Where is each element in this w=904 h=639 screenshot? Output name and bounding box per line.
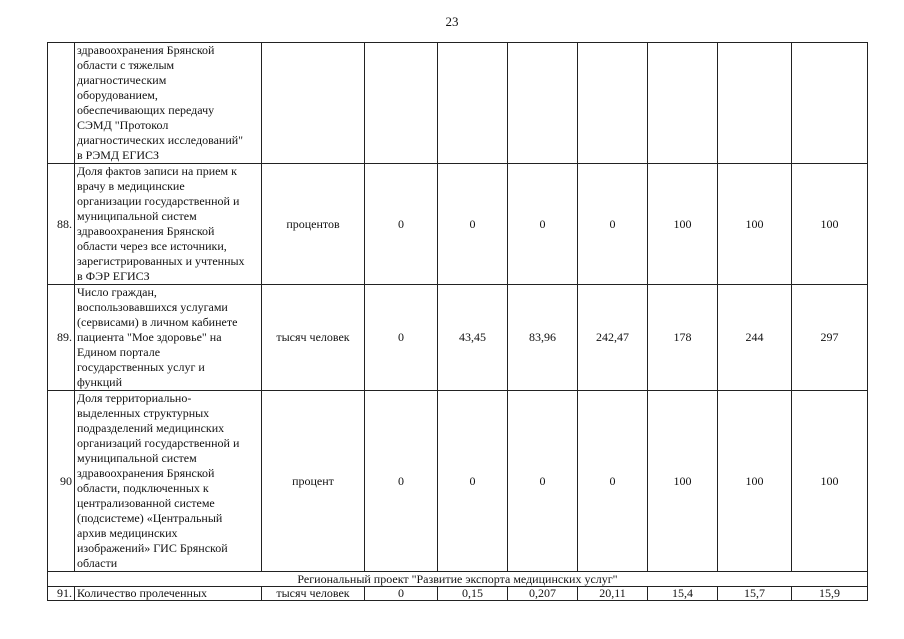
row-number: 91. xyxy=(48,587,75,601)
value-cell: 43,45 xyxy=(438,285,508,391)
value-cell xyxy=(718,43,792,164)
unit-cell xyxy=(262,43,365,164)
indicator-name: здравоохранения Брянской области с тяжелым диагностическим оборудованием, обеспечивающих передачу СЭМД "Протокол диагностических исследований" в РЭМД ЕГИСЗ xyxy=(75,43,262,164)
value-cell: 244 xyxy=(718,285,792,391)
value-cell: 100 xyxy=(792,164,868,285)
value-cell: 242,47 xyxy=(578,285,648,391)
row-number xyxy=(48,43,75,164)
indicator-name: Доля территориально- выделенных структурных подразделений медицинских организаций государственной и муниципальной систем здравоохранения Брянской области, подключенных к централизованной системе (подсистеме) «Центральный архив медицинских изображений» ГИС Брянской области xyxy=(75,391,262,572)
value-cell xyxy=(365,43,438,164)
value-cell: 0 xyxy=(508,391,578,572)
table-row xyxy=(48,164,868,285)
table-row xyxy=(48,391,868,572)
value-cell: 15,4 xyxy=(648,587,718,601)
section-row xyxy=(48,572,868,587)
value-cell xyxy=(648,43,718,164)
unit-cell: процентов xyxy=(262,164,365,285)
row-number: 89. xyxy=(48,285,75,391)
value-cell: 15,7 xyxy=(718,587,792,601)
value-cell: 0 xyxy=(508,164,578,285)
value-cell xyxy=(578,43,648,164)
value-cell xyxy=(792,43,868,164)
value-cell: 15,9 xyxy=(792,587,868,601)
value-cell: 0 xyxy=(438,391,508,572)
value-cell: 0 xyxy=(365,285,438,391)
indicator-name: Количество пролеченных xyxy=(75,587,262,601)
indicator-name: Число граждан, воспользовавшихся услугами (сервисами) в личном кабинете пациента "Мое здоровье" на Едином портале государственных услуг и функций xyxy=(75,285,262,391)
row-number: 88. xyxy=(48,164,75,285)
value-cell: 0 xyxy=(365,391,438,572)
unit-cell: тысяч человек xyxy=(262,587,365,601)
value-cell: 0 xyxy=(578,164,648,285)
table-row xyxy=(48,587,868,601)
table-row xyxy=(48,43,868,164)
value-cell: 100 xyxy=(792,391,868,572)
value-cell: 20,11 xyxy=(578,587,648,601)
value-cell: 0 xyxy=(438,164,508,285)
table-row xyxy=(48,285,868,391)
unit-cell: процент xyxy=(262,391,365,572)
unit-cell: тысяч человек xyxy=(262,285,365,391)
value-cell: 100 xyxy=(648,164,718,285)
value-cell: 178 xyxy=(648,285,718,391)
page-number: 23 xyxy=(445,14,459,29)
value-cell: 0 xyxy=(365,587,438,601)
value-cell: 0 xyxy=(578,391,648,572)
indicators-table xyxy=(47,42,868,601)
value-cell: 100 xyxy=(648,391,718,572)
value-cell xyxy=(508,43,578,164)
value-cell: 100 xyxy=(718,391,792,572)
value-cell: 83,96 xyxy=(508,285,578,391)
value-cell: 100 xyxy=(718,164,792,285)
section-title: Региональный проект "Развитие экспорта медицинских услуг" xyxy=(48,572,868,587)
value-cell xyxy=(438,43,508,164)
value-cell: 297 xyxy=(792,285,868,391)
value-cell: 0 xyxy=(365,164,438,285)
row-number: 90 xyxy=(48,391,75,572)
value-cell: 0,207 xyxy=(508,587,578,601)
value-cell: 0,15 xyxy=(438,587,508,601)
indicator-name: Доля фактов записи на прием к врачу в медицинские организации государственной и муниципальной систем здравоохранения Брянской области через все источники, зарегистрированных и учтенных в ФЭР ЕГИСЗ xyxy=(75,164,262,285)
